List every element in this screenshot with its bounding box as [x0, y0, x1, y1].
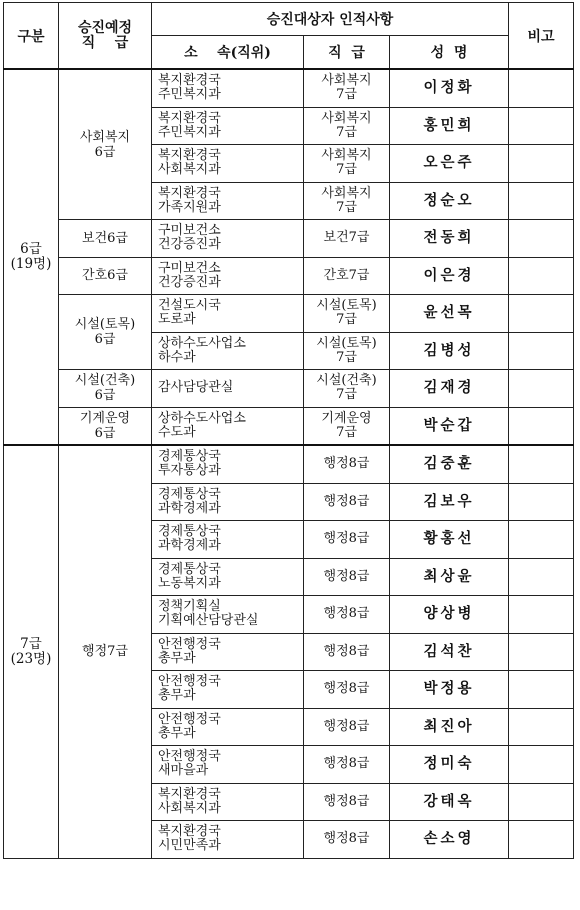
dept-line1: 정책기획실 — [158, 599, 221, 615]
dept-line1: 복지환경국 — [158, 786, 221, 802]
grade-cell — [304, 633, 390, 671]
target-grade-line2: 6급 — [94, 144, 116, 160]
remarks-cell — [509, 145, 574, 183]
name-cell: 박정용 — [390, 671, 509, 709]
target-grade-line2: 6급 — [94, 332, 116, 347]
name-cell: 이정화 — [390, 69, 509, 107]
table-row — [4, 407, 574, 445]
dept-line2: 사회복지과 — [158, 800, 221, 816]
dept-line1: 경제통상국 — [158, 524, 221, 540]
name-cell: 정순오 — [390, 182, 509, 220]
name-cell: 오은주 — [390, 145, 509, 183]
name-cell: 윤선목 — [390, 295, 509, 333]
dept-line2: 주민복지과 — [158, 124, 221, 140]
dept-line2: 노동복지과 — [158, 575, 221, 591]
dept-cell — [152, 783, 304, 821]
remarks-cell — [509, 445, 574, 483]
dept-cell — [152, 145, 304, 183]
target-grade-cell — [59, 407, 152, 445]
grade-cell — [304, 182, 390, 220]
category-line1: 6급 — [20, 241, 42, 257]
dept-line2: 하수과 — [158, 349, 196, 365]
name-cell: 김석찬 — [390, 633, 509, 671]
table-row — [4, 370, 574, 408]
target-grade-cell — [59, 257, 152, 295]
remarks-cell — [509, 220, 574, 258]
grade-line1: 기계운영 — [321, 410, 372, 426]
grade-line1: 행정8급 — [323, 681, 370, 697]
grade-line2: 7급 — [336, 199, 357, 215]
name-cell: 양상병 — [390, 596, 509, 634]
grade-cell — [304, 332, 390, 370]
dept-line2: 사회복지과 — [158, 162, 221, 178]
target-grade-line1: 사회복지 — [79, 129, 131, 145]
dept-line1: 상하수도사업소 — [158, 410, 246, 426]
dept-line2: 건강증진과 — [158, 237, 221, 253]
grade-cell — [304, 220, 390, 258]
dept-cell — [152, 746, 304, 784]
grade-line1: 행정8급 — [323, 756, 370, 772]
dept-line1: 안전행정국 — [158, 636, 221, 652]
grade-line1: 행정8급 — [323, 493, 370, 509]
dept-line1: 안전행정국 — [158, 749, 221, 765]
name-cell: 이은경 — [390, 257, 509, 295]
remarks-cell — [509, 107, 574, 145]
header-grade: 직 급 — [304, 36, 390, 70]
target-grade-line1: 행정7급 — [82, 644, 128, 660]
dept-line1: 경제통상국 — [158, 449, 221, 465]
grade-cell — [304, 821, 390, 859]
dept-line2: 총무과 — [158, 650, 196, 666]
grade-cell — [304, 708, 390, 746]
remarks-cell — [509, 671, 574, 709]
dept-cell — [152, 220, 304, 258]
grade-line1: 행정8급 — [323, 718, 370, 734]
dept-line1: 상하수도사업소 — [158, 335, 246, 351]
target-grade-cell — [59, 370, 152, 408]
dept-line2: 건강증진과 — [158, 274, 221, 290]
dept-line1: 안전행정국 — [158, 674, 221, 690]
dept-line1: 복지환경국 — [158, 148, 221, 164]
dept-line1: 경제통상국 — [158, 561, 221, 577]
grade-cell — [304, 596, 390, 634]
dept-line1: 구미보건소 — [158, 260, 221, 276]
remarks-cell — [509, 370, 574, 408]
grade-cell — [304, 69, 390, 107]
grade-line1: 시설(토목) — [316, 298, 377, 314]
table-row — [4, 69, 574, 107]
name-cell: 황홍선 — [390, 521, 509, 559]
grade-line1: 시설(토목) — [316, 335, 377, 351]
grade-cell — [304, 783, 390, 821]
grade-cell — [304, 746, 390, 784]
grade-line2: 7급 — [336, 312, 357, 328]
grade-line1: 사회복지 — [321, 73, 372, 89]
dept-line2: 새마을과 — [158, 763, 209, 779]
grade-line1: 행정8급 — [323, 793, 370, 809]
dept-line1: 건설도시국 — [158, 298, 221, 314]
remarks-cell — [509, 483, 574, 521]
name-cell: 정미숙 — [390, 746, 509, 784]
dept-cell — [152, 370, 304, 408]
name-cell: 최상윤 — [390, 558, 509, 596]
dept-cell — [152, 708, 304, 746]
dept-line2: 도로과 — [158, 312, 196, 328]
dept-line2: 과학경제과 — [158, 538, 221, 554]
dept-cell — [152, 671, 304, 709]
header-target-grade-line1: 승진예정 — [77, 19, 133, 36]
dept-cell — [152, 558, 304, 596]
name-cell: 김재경 — [390, 370, 509, 408]
grade-cell — [304, 558, 390, 596]
dept-cell — [152, 407, 304, 445]
grade-line1: 사회복지 — [321, 148, 372, 164]
grade-cell — [304, 145, 390, 183]
header-category: 구분 — [4, 3, 59, 70]
table-row — [4, 295, 574, 333]
grade-cell — [304, 370, 390, 408]
remarks-cell — [509, 708, 574, 746]
grade-cell — [304, 445, 390, 483]
grade-line1: 행정8급 — [323, 831, 370, 847]
remarks-cell — [509, 69, 574, 107]
dept-cell — [152, 107, 304, 145]
category-cell — [4, 69, 59, 445]
dept-cell — [152, 521, 304, 559]
grade-cell — [304, 257, 390, 295]
target-grade-cell — [59, 445, 152, 858]
dept-cell — [152, 445, 304, 483]
dept-line2: 주민복지과 — [158, 87, 221, 103]
name-cell: 김병성 — [390, 332, 509, 370]
remarks-cell — [509, 182, 574, 220]
dept-line1: 복지환경국 — [158, 185, 221, 201]
dept-cell — [152, 596, 304, 634]
header-remarks: 비고 — [509, 3, 574, 70]
grade-line1: 보건7급 — [323, 230, 370, 246]
remarks-cell — [509, 257, 574, 295]
grade-line1: 행정8급 — [323, 531, 370, 547]
name-cell: 손소영 — [390, 821, 509, 859]
grade-cell — [304, 407, 390, 445]
target-grade-line1: 시설(토목) — [74, 317, 136, 332]
grade-line2: 7급 — [336, 87, 357, 103]
grade-line1: 행정8급 — [323, 643, 370, 659]
remarks-cell — [509, 596, 574, 634]
grade-line1: 행정8급 — [323, 568, 370, 584]
target-grade-line1: 간호6급 — [82, 268, 128, 284]
target-grade-line2: 6급 — [94, 388, 116, 404]
dept-line1: 구미보건소 — [158, 223, 221, 239]
dept-line1: 안전행정국 — [158, 711, 221, 727]
dept-cell — [152, 483, 304, 521]
category-line2: (19명) — [10, 256, 52, 272]
dept-cell — [152, 633, 304, 671]
target-grade-line1: 기계운영 — [79, 410, 131, 426]
dept-line2: 기획예산담당관실 — [158, 613, 259, 629]
grade-line2: 7급 — [336, 162, 357, 178]
grade-line1: 간호7급 — [323, 267, 370, 283]
promotion-table — [3, 2, 574, 859]
header-target-grade — [59, 3, 152, 70]
grade-line2: 7급 — [336, 349, 357, 365]
grade-cell — [304, 483, 390, 521]
dept-cell — [152, 821, 304, 859]
table-row — [4, 257, 574, 295]
name-cell: 강태옥 — [390, 783, 509, 821]
dept-cell — [152, 332, 304, 370]
dept-line2: 총무과 — [158, 688, 196, 704]
dept-line2: 과학경제과 — [158, 500, 221, 516]
target-grade-cell — [59, 220, 152, 258]
dept-cell — [152, 69, 304, 107]
target-grade-cell — [59, 295, 152, 370]
grade-line1: 행정8급 — [323, 606, 370, 622]
header-target-grade-line2: 직 급 — [81, 34, 129, 51]
remarks-cell — [509, 332, 574, 370]
grade-cell — [304, 671, 390, 709]
dept-line1: 복지환경국 — [158, 110, 221, 126]
header-name: 성 명 — [390, 36, 509, 70]
remarks-cell — [509, 295, 574, 333]
table-row — [4, 445, 574, 483]
name-cell: 김중훈 — [390, 445, 509, 483]
dept-line1: 복지환경국 — [158, 73, 221, 89]
grade-line2: 7급 — [336, 124, 357, 140]
dept-line1: 복지환경국 — [158, 824, 221, 840]
name-cell: 홍민희 — [390, 107, 509, 145]
target-grade-line1: 시설(건축) — [74, 373, 136, 389]
remarks-cell — [509, 821, 574, 859]
category-line2: (23명) — [10, 650, 52, 667]
remarks-cell — [509, 558, 574, 596]
remarks-cell — [509, 746, 574, 784]
grade-line1: 사회복지 — [321, 110, 372, 126]
dept-line2: 투자통상과 — [158, 463, 221, 479]
target-grade-line2: 6급 — [94, 425, 116, 441]
grade-cell — [304, 295, 390, 333]
remarks-cell — [509, 521, 574, 559]
target-grade-cell — [59, 69, 152, 220]
category-line1: 7급 — [20, 635, 42, 652]
table-body — [4, 69, 574, 858]
grade-line1: 행정8급 — [323, 456, 370, 472]
grade-cell — [304, 521, 390, 559]
remarks-cell — [509, 407, 574, 445]
category-cell — [4, 445, 59, 858]
grade-line1: 사회복지 — [321, 185, 372, 201]
grade-line1: 시설(건축) — [316, 373, 377, 389]
dept-line1: 경제통상국 — [158, 486, 221, 502]
remarks-cell — [509, 783, 574, 821]
name-cell: 전동희 — [390, 220, 509, 258]
dept-cell — [152, 257, 304, 295]
table-row — [4, 220, 574, 258]
dept-line2: 수도과 — [158, 424, 196, 440]
grade-line2: 7급 — [336, 387, 357, 403]
dept-line1: 감사담당관실 — [158, 380, 234, 396]
grade-cell — [304, 107, 390, 145]
name-cell: 박순갑 — [390, 407, 509, 445]
dept-line2: 시민만족과 — [158, 838, 221, 854]
target-grade-line1: 보건6급 — [82, 230, 128, 246]
remarks-cell — [509, 633, 574, 671]
dept-line2: 가족지원과 — [158, 199, 221, 215]
dept-cell — [152, 295, 304, 333]
grade-line2: 7급 — [336, 424, 357, 440]
header-personnel: 승진대상자 인적사항 — [152, 3, 509, 36]
dept-cell — [152, 182, 304, 220]
dept-line2: 총무과 — [158, 725, 196, 741]
name-cell: 최진아 — [390, 708, 509, 746]
header-dept: 소 속(직위) — [152, 36, 304, 70]
name-cell: 김보우 — [390, 483, 509, 521]
